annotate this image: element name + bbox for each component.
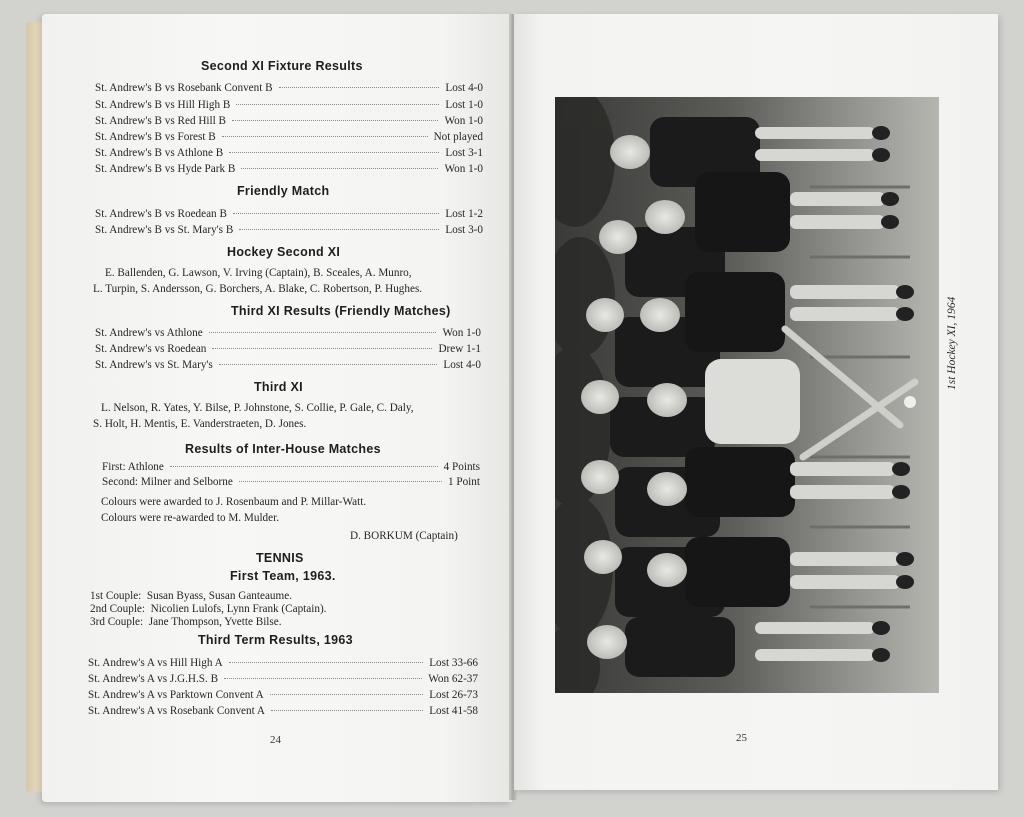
third-term-heading: Third Term Results, 1963	[198, 633, 353, 647]
third-xi-results-heading: Third XI Results (Friendly Matches)	[231, 304, 451, 318]
hockey-second-xi-heading: Hockey Second XI	[227, 245, 341, 259]
result-row: St. Andrew's A vs Rosebank Convent A Lost 41-58	[88, 705, 478, 717]
tennis-couple: 3rd Couple: Jane Thompson, Yvette Bilse.	[90, 616, 282, 628]
result-row: First: Athlone 4 Points	[102, 461, 480, 473]
result-row: St. Andrew's B vs Forest B Not played	[95, 131, 483, 143]
result-row: St. Andrew's vs Athlone Won 1-0	[95, 327, 481, 339]
result-row: St. Andrew's B vs Hill High B Lost 1-0	[95, 99, 483, 111]
colours-awarded-text: Colours were awarded to J. Rosenbaum and P. Millar-Watt.	[101, 496, 367, 508]
tennis-heading: TENNIS	[256, 551, 304, 565]
result-row: St. Andrew's B vs Athlone B Lost 3-1	[95, 147, 483, 159]
first-team-heading: First Team, 1963.	[230, 569, 336, 583]
result-row: St. Andrew's A vs Parktown Convent A Lost 26-73	[88, 689, 478, 701]
team-photo-image	[555, 97, 939, 693]
result-row: St. Andrew's B vs Roedean B Lost 1-2	[95, 208, 483, 220]
team-list-line: L. Turpin, S. Andersson, G. Borchers, A. Blake, C. Robertson, P. Hughes.	[93, 283, 423, 295]
friendly-match-heading: Friendly Match	[237, 184, 330, 198]
result-row: Second: Milner and Selborne 1 Point	[102, 476, 480, 488]
result-row: St. Andrew's B vs Red Hill B Won 1-0	[95, 115, 483, 127]
second-xi-heading: Second XI Fixture Results	[201, 59, 363, 73]
result-row: St. Andrew's vs St. Mary's Lost 4-0	[95, 359, 481, 371]
team-list-line: E. Ballenden, G. Lawson, V. Irving (Captain), B. Sceales, A. Munro,	[105, 267, 412, 279]
colours-reawarded-text: Colours were re-awarded to M. Mulder.	[101, 512, 280, 524]
result-row: St. Andrew's B vs Hyde Park B Won 1-0	[95, 163, 483, 175]
tennis-couple: 2nd Couple: Nicolien Lulofs, Lynn Frank (Captain).	[90, 603, 327, 615]
third-xi-heading: Third XI	[254, 380, 303, 394]
page-number: 24	[270, 734, 281, 746]
left-page	[42, 14, 512, 802]
result-row: St. Andrew's B vs Rosebank Convent B Lost 4-0	[95, 82, 483, 94]
result-row: St. Andrew's A vs J.G.H.S. B Won 62-37	[88, 673, 478, 685]
captain-signature: D. BORKUM (Captain)	[350, 530, 458, 542]
result-row: St. Andrew's vs Roedean Drew 1-1	[95, 343, 481, 355]
tennis-couple: 1st Couple: Susan Byass, Susan Ganteaume.	[90, 590, 292, 602]
result-row: St. Andrew's B vs St. Mary's B Lost 3-0	[95, 224, 483, 236]
team-list-line: L. Nelson, R. Yates, Y. Bilse, P. Johnstone, S. Collie, P. Gale, C. Daly,	[101, 402, 414, 414]
photo-caption: 1st Hockey XI, 1964	[946, 296, 958, 390]
result-row: St. Andrew's A vs Hill High A Lost 33-66	[88, 657, 478, 669]
team-photograph	[555, 97, 939, 693]
page-number: 25	[736, 732, 747, 744]
inter-house-heading: Results of Inter-House Matches	[185, 442, 381, 456]
team-list-line: S. Holt, H. Mentis, E. Vanderstraeten, D. Jones.	[93, 418, 307, 430]
